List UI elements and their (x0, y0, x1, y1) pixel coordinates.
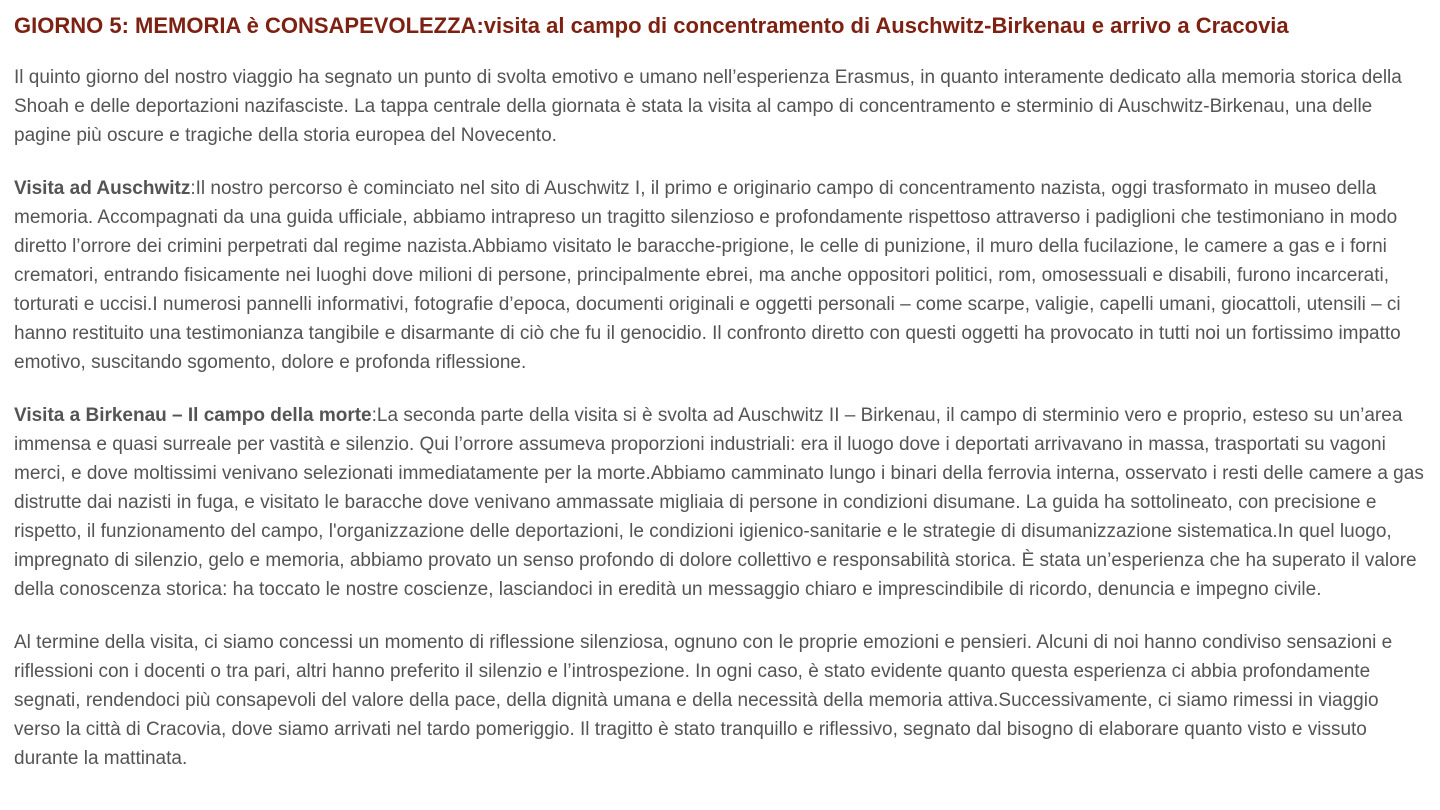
auschwitz-text: :Il nostro percorso è cominciato nel sito di Auschwitz I, il primo e originario campo di concentramento nazista, oggi trasformato in museo della memoria. Accompagnati da una guida ufficiale, abbiamo intrapreso un tragitto silenzioso e profondamente rispettoso attraverso i padiglioni che testimoniano in modo diretto l’orrore dei crimini perpetrati dal regime nazista.Abbiamo visitato le baracche-prigione, le celle di punizione, il muro della fucilazione, le camere a gas e i forni crematori, entrando fisicamente nei luoghi dove milioni di persone, principalmente ebrei, ma anche oppositori politici, rom, omosessuali e disabili, furono incarcerati, torturati e uccisi.I numerosi pannelli informativi, fotografie d’epoca, documenti originali e oggetti personali – come scarpe, valigie, capelli umani, giocattoli, utensili – ci hanno restituito una testimonianza tangibile e disarmante di ciò che fu il genocidio. Il confronto diretto con questi oggetti ha provocato in tutti noi un fortissimo impatto emotivo, suscitando sgomento, dolore e profonda riflessione. (14, 178, 1401, 373)
intro-paragraph: Il quinto giorno del nostro viaggio ha segnato un punto di svolta emotivo e umano nell’esperienza Erasmus, in quanto interamente dedicato alla memoria storica della Shoah e delle deportazioni nazifasciste. La tappa centrale della giornata è stata la visita al campo di concentramento e sterminio di Auschwitz-Birkenau, una delle pagine più oscure e tragiche della storia europea del Novecento. (14, 67, 1402, 146)
conclusion-paragraph: Al termine della visita, ci siamo concessi un momento di riflessione silenziosa, ognuno con le proprie emozioni e pensieri. Alcuni di noi hanno condiviso sensazioni e riflessioni con i docenti o tra pari, altri hanno preferito il silenzio e l’introspezione. In ogni caso, è stato evidente quanto questa esperienza ci abbia profondamente segnati, rendendoci più consapevoli del valore della pace, della dignità umana e della necessità della memoria attiva.Successivamente, ci siamo rimessi in viaggio verso la città di Cracovia, dove siamo arrivati nel tardo pomeriggio. Il tragitto è stato tranquillo e riflessivo, segnato dal bisogno di elaborare quanto visto e vissuto durante la mattinata. (14, 632, 1393, 769)
birkenau-paragraph (14, 401, 1424, 604)
article-title: GIORNO 5: MEMORIA è CONSAPEVOLEZZA:visita al campo di concentramento di Auschwitz-Birkenau e arrivo a Cracovia (14, 13, 1289, 38)
auschwitz-paragraph (14, 174, 1424, 377)
birkenau-heading: Visita a Birkenau – Il campo della morte (14, 405, 372, 426)
article (14, 12, 1424, 773)
birkenau-text: :La seconda parte della visita si è svolta ad Auschwitz II – Birkenau, il campo di sterminio vero e proprio, esteso su un’area immensa e quasi surreale per vastità e silenzio. Qui l’orrore assumeva proporzioni industriali: era il luogo dove i deportati arrivavano in massa, trasportati su vagoni merci, e dove moltissimi venivano selezionati immediatamente per la morte.Abbiamo camminato lungo i binari della ferrovia interna, osservato i resti delle camere a gas distrutte dai nazisti in fuga, e visitato le baracche dove venivano ammassate migliaia di persone in condizioni disumane. La guida ha sottolineato, con precisione e rispetto, il funzionamento del campo, l'organizzazione delle deportazioni, le condizioni igienico-sanitarie e le strategie di disumanizzazione sistematica.In quel luogo, impregnato di silenzio, gelo e memoria, abbiamo provato un senso profondo di dolore collettivo e responsabilità storica. È stata un’esperienza che ha superato il valore della conoscenza storica: ha toccato le nostre coscienze, lasciandoci in eredità un messaggio chiaro e imprescindibile di ricordo, denuncia e impegno civile. (14, 405, 1424, 600)
auschwitz-heading: Visita ad Auschwitz (14, 178, 191, 199)
